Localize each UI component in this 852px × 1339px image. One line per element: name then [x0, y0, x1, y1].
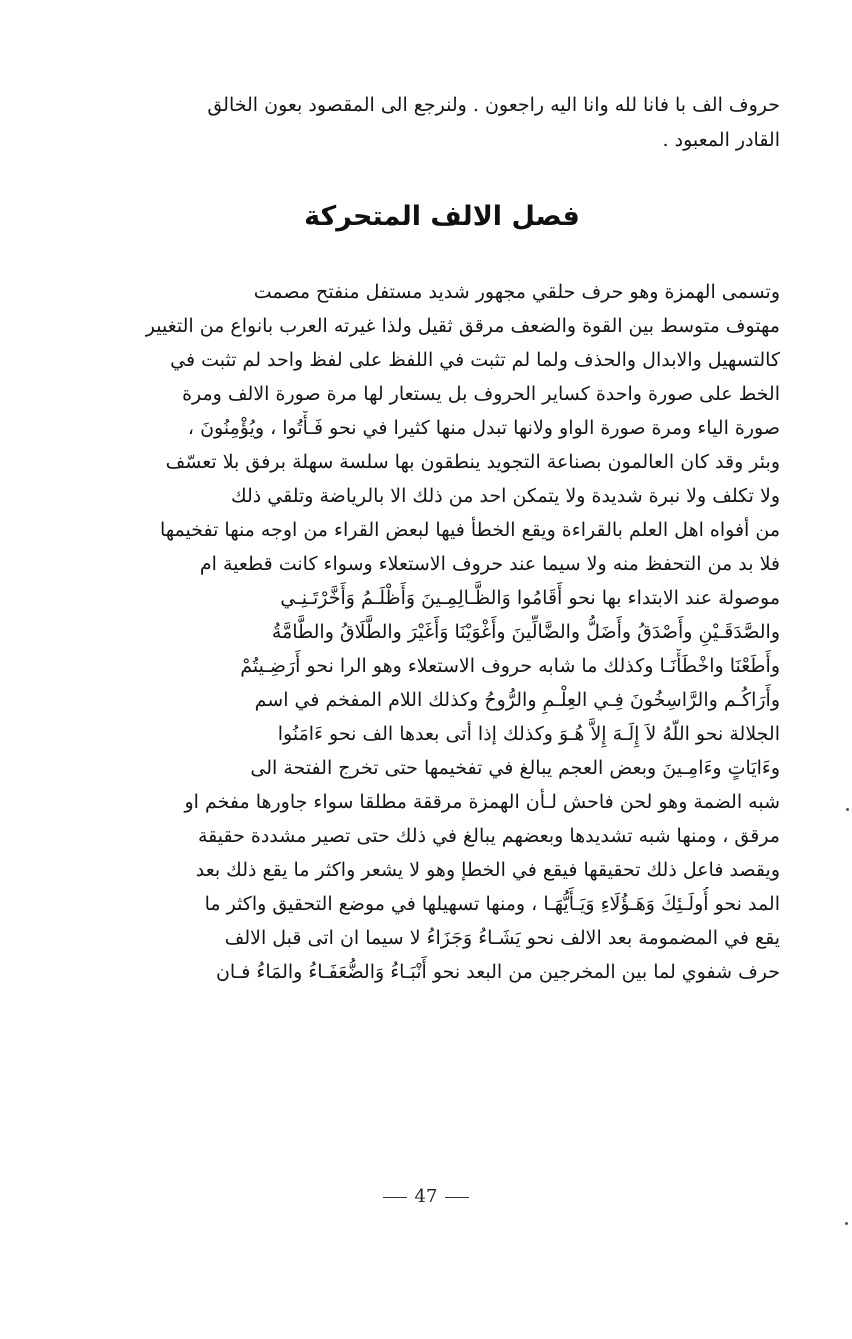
text-line: وبئر وقد كان العالمون بصناعة التجويد ينطقون بها سلسة سهلة برفق بلا تعسّف [165, 451, 780, 473]
text-line: وأَرَاكُـم والرَّاسِخُونَ فِـي العِلْـمِ والرُّوحُ وكذلك اللام المفخم في اسم [254, 689, 780, 711]
text-line: ولا تكلف ولا نبرة شديدة ولا يتمكن احد من ذلك الا بالرياضة وتلقي ذلك [230, 485, 780, 507]
text-line: حرف شفوي لما بين المخرجين من البعد نحو أَنْبَـاءُ وَالضُّعَفَـاءُ والمَاءُ فـان [215, 961, 780, 983]
text-line: موصولة عند الابتداء بها نحو أَقَامُوا وَالظَّـالِمِـينَ وَأَظْلَـمُ وَأَخَّرْتَـنِـي [280, 587, 780, 609]
page-number-value: 47 [414, 1186, 438, 1207]
text-line: من أفواه اهل العلم بالقراءة ويقع الخطأ فيها لبعض القراء من اوجه منها تفخيمها [159, 519, 780, 541]
main-paragraph [104, 275, 780, 1200]
top-paragraph [104, 88, 780, 180]
text-line: وأَطَعْنَا واخْطَأْنَـا وكذلك ما شابه حروف الاستعلاء وهو الرا نحو أَرَضِـيتُمْ [240, 655, 780, 677]
text-line: حروف الف با فانا لله وانا اليه راجعون . ولنرجع الى المقصود بعون الخالق [207, 94, 780, 116]
text-line: وتسمى الهمزة وهو حرف حلقي مجهور شديد مستفل منفتح مصمت [253, 281, 780, 303]
text-line: يقع في المضمومة بعد الالف نحو يَشَـاءُ وَجَزَاءُ لا سيما ان اتى قبل الالف [224, 927, 780, 949]
text-line: كالتسهيل والابدال والحذف ولما لم تثبت في اللفظ على لفظ واحد لم تثبت في [170, 349, 780, 371]
text-line: الجلالة نحو اللّهُ لاَ إِلَـهَ إِلاَّ هُـوَ وكذلك إذا أتى بعدها الف نحو ءَامَنُوا [277, 723, 780, 745]
text-line: شبه الضمة وهو لحن فاحش لـأن الهمزة مرققة مطلقا سواء جاورها مفخم او [184, 791, 780, 813]
text-line: صورة الياء ومرة صورة الواو ولانها تبدل منها كثيرا في نحو فَـأْتُوا ، ويُؤْمِنُونَ ، [187, 417, 780, 439]
text-line: ويقصد فاعل ذلك تحقيقها فيقع في الخطإ وهو لا يشعر واكثر ما يقع ذلك بعد [195, 859, 780, 881]
text-line: وءَايَاتٍ وءَامِـينَ وبعض العجم يبالغ في تفخيمها حتى تخرج الفتحة الى [250, 757, 780, 779]
right-dash [445, 1197, 469, 1198]
text-line: المد نحو أُولَـئِكَ وَهَـؤُلَاءِ وَيَـأَيُّهَـا ، ومنها تسهيلها في موضع التحقيق واكثر ما [204, 893, 780, 915]
left-dash [383, 1197, 407, 1198]
text-line: فلا بد من التحفظ منه ولا سيما عند حروف الاستعلاء وسواء كانت قطعية ام [199, 553, 780, 575]
text-line: والصَّدَقَـيْنِ وأَصْدَقُ وأَضَلُّ والضَّالِّينَ وأَغْوَيْنَا وَأَغَيْرَ والطَّلَاقُ والطَّامَّةُ [271, 621, 780, 643]
text-line: الخط على صورة واحدة كساير الحروف بل يستعار لها مرة صورة الالف ومرة [182, 383, 780, 405]
text-line: مهتوف متوسط بين القوة والضعف مرقق ثقيل ولذا غيرته العرب بانواع من التغيير [145, 315, 780, 337]
scan-speck [845, 1222, 848, 1225]
text-line: القادر المعبود . [662, 129, 780, 151]
section-title: فصل الالف المتحركة [304, 201, 580, 232]
text-line: مرقق ، ومنها شبه تشديدها وبعضهم يبالغ في ذلك حتى تصير مشددة حقيقة [197, 825, 780, 847]
scan-speck [846, 808, 849, 811]
page-number [0, 1186, 852, 1207]
